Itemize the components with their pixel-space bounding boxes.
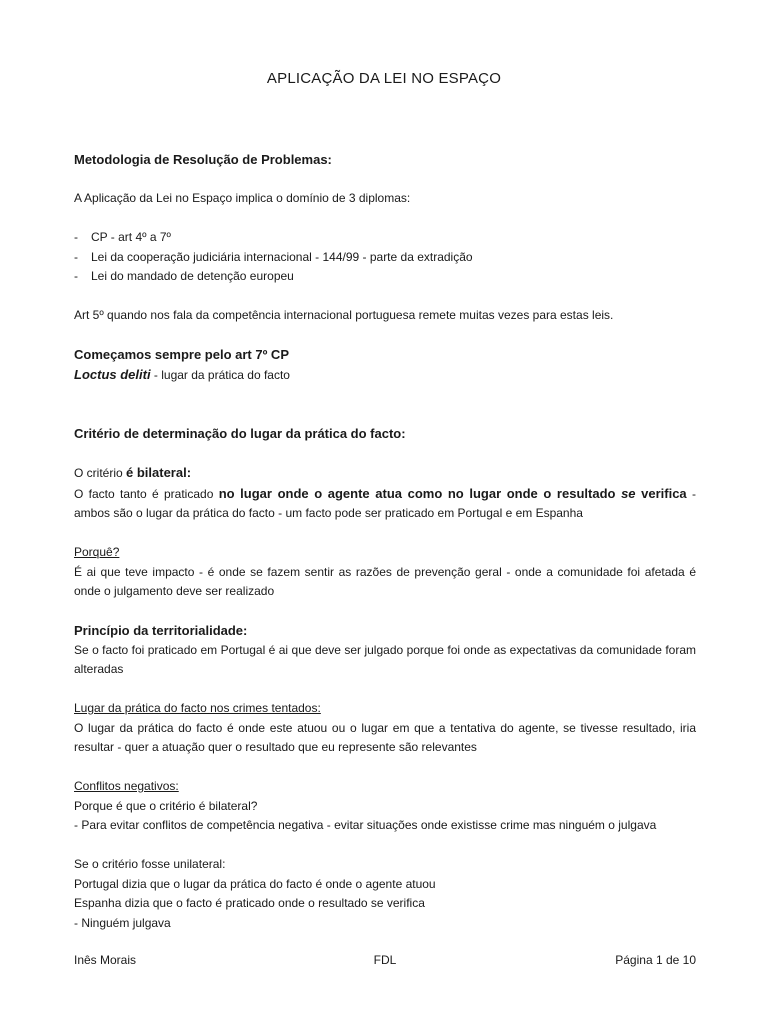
facto-bold-1: no lugar onde o agente atua como no lugar onde o resultado: [218, 485, 622, 501]
territoriality-heading: Princípio da territorialidade:: [74, 623, 248, 638]
footer-institution: FDL: [373, 953, 397, 967]
attempted-crimes-text: O lugar da prática do facto é onde este atuou ou o lugar em que a tentativa do agente, se tivesse resultado, iria resultar - quer a atuação quer o resultado que eu represente são relevantes: [74, 720, 696, 754]
attempted-crimes-heading: Lugar da prática do facto nos crimes tentados:: [74, 701, 321, 715]
page-footer: [74, 953, 696, 973]
facto-prefix: O facto tanto é praticado: [74, 486, 219, 501]
locus-term: Loctus deliti: [74, 366, 151, 382]
negative-conflicts-answer: - Para evitar conflitos de competência negativa - evitar situações onde existisse crime mas ninguém o julgava: [74, 818, 657, 832]
list-item: - CP - art 4º a 7º: [74, 228, 696, 248]
facto-paragraph: [74, 484, 696, 524]
list-item: - Lei do mandado de detenção europeu: [74, 267, 696, 287]
negative-conflicts-question: Porque é que o critério é bilateral?: [74, 798, 258, 813]
territoriality-text: Se o facto foi praticado em Portugal é ai que deve ser julgado porque foi onde as expectativas da comunidade foram alteradas: [74, 642, 696, 676]
locus-definition: - lugar da prática do facto: [150, 367, 290, 382]
unilateral-line-3: Espanha dizia que o facto é praticado onde o resultado se verifica: [74, 896, 425, 910]
document-body: [74, 150, 696, 933]
unilateral-line-2: Portugal dizia que o lugar da prática do facto é onde o agente atuou: [74, 876, 436, 891]
list-item: - Lei da cooperação judiciária internacional - 144/99 - parte da extradição: [74, 248, 696, 268]
criterion-heading: Critério de determinação do lugar da prática do facto:: [74, 426, 406, 441]
negative-conflicts-heading: Conflitos negativos:: [74, 779, 179, 793]
bilateral-bold: é bilateral:: [126, 465, 192, 480]
unilateral-line-1: Se o critério fosse unilateral:: [74, 857, 226, 871]
facto-rest: - ambos são o lugar da prática do facto - um facto pode ser praticado em Portugal e em Espanha: [74, 486, 696, 520]
bilateral-line: [74, 463, 696, 484]
footer-page-number: Página 1 de 10: [615, 953, 696, 967]
methodology-heading: Metodologia de Resolução de Problemas:: [74, 152, 332, 167]
document-title: APLICAÇÃO DA LEI NO ESPAÇO: [266, 70, 502, 87]
diplomas-list: [74, 228, 696, 287]
unilateral-line-4: - Ninguém julgava: [74, 915, 171, 930]
footer-author: Inês Morais: [74, 953, 137, 967]
porque-text: É ai que teve impacto - é onde se fazem sentir as razões de prevenção geral - onde a comunidade foi afetada é onde o julgamento deve ser realizado: [74, 564, 696, 598]
bilateral-prefix: O critério: [74, 466, 127, 480]
art5-note: Art 5º quando nos fala da competência internacional portuguesa remete muitas vezes para estas leis.: [74, 308, 614, 322]
locus-line: [74, 365, 696, 386]
diplomas-intro: A Aplicação da Lei no Espaço implica o domínio de 3 diplomas:: [74, 191, 411, 205]
porque-heading: Porquê?: [74, 545, 120, 559]
art7-heading: Começamos sempre pelo art 7º CP: [74, 347, 289, 362]
facto-bold-2: verifica: [635, 485, 687, 501]
facto-bold-italic: se: [621, 485, 636, 501]
